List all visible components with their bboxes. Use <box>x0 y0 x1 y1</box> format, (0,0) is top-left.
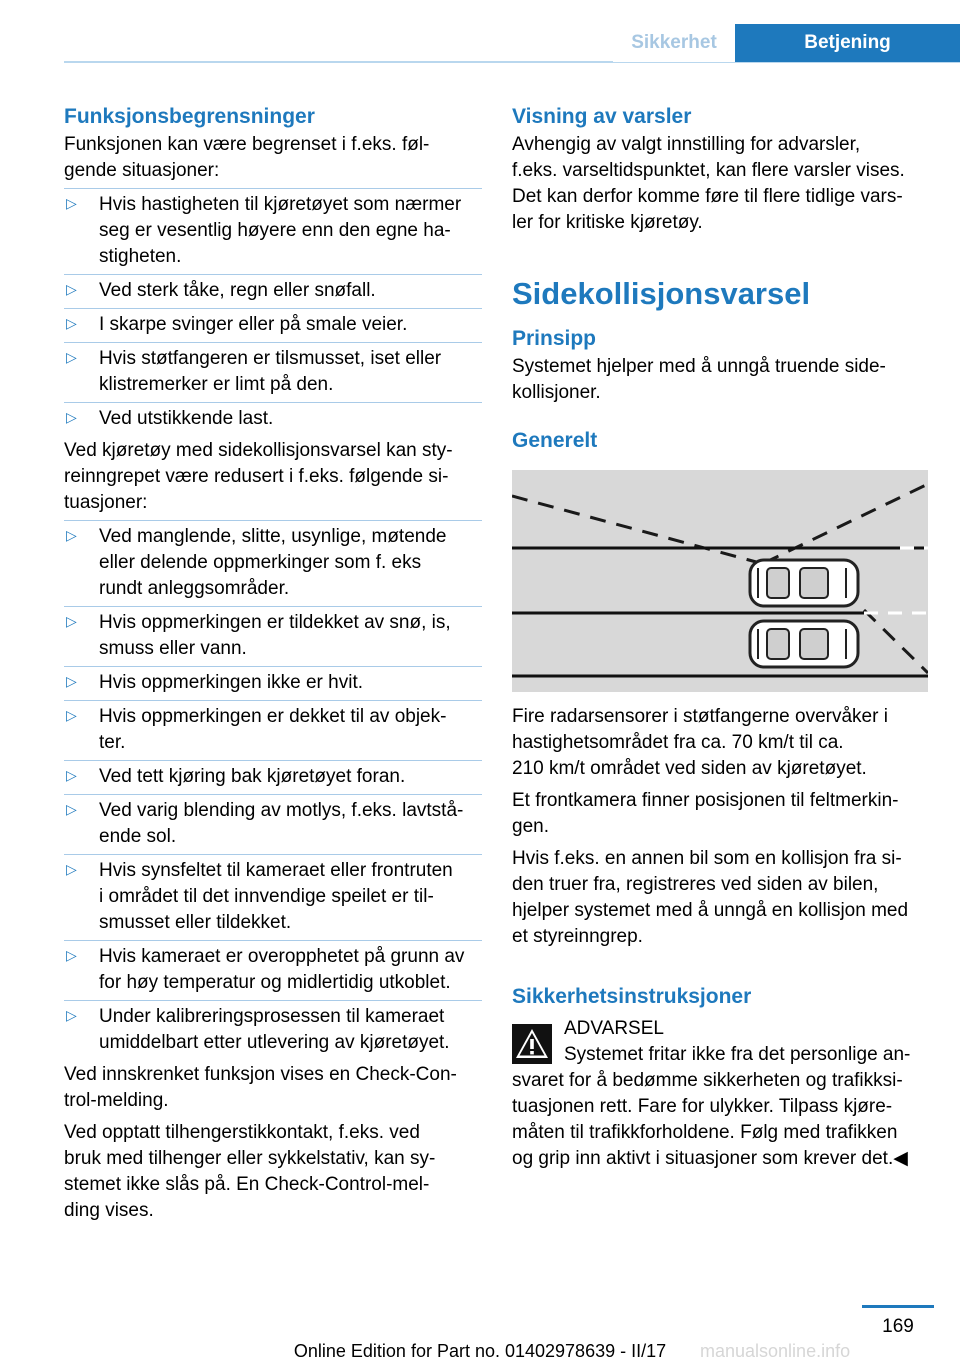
triangle-bullet-icon: ▷ <box>66 861 77 877</box>
warning-text-first-line: Systemet fritar ikke fra det personlige an- <box>564 1044 911 1065</box>
list-item-text: Ved sterk tåke, regn eller snøfall. <box>99 280 376 301</box>
paragraph-frontkamera: Et frontkamera finner posisjonen til feltmerkin- gen. <box>512 790 899 837</box>
triangle-bullet-icon: ▷ <box>66 281 77 297</box>
warning-text: svaret for å bedømme sikkerheten og trafikksi- tuasjonen rett. Fare for ulykker. Tilpass kjøre- måten til trafikkforholdene. Følg med trafikken og grip inn aktivt i situasjoner som krever det.◀ <box>512 1070 908 1169</box>
other-car-icon <box>750 621 858 667</box>
list-item <box>64 701 482 760</box>
list-item-text: Ved utstikkende last. <box>99 408 274 429</box>
list-item-text: Hvis oppmerkingen er tildekket av snø, is, smuss eller vann. <box>99 612 451 659</box>
heading-funksjonsbegrensninger: Funksjonsbegrensninger <box>64 105 315 128</box>
warning-label: ADVARSEL <box>564 1018 664 1039</box>
list-item <box>64 521 482 606</box>
right-column <box>512 100 930 1172</box>
list-item <box>64 855 482 940</box>
footer-rule <box>862 1305 934 1308</box>
paragraph-varsler: Avhengig av valgt innstilling for advarsler, f.eks. varseltidspunktet, kan flere varsler vises. Det kan derfor komme føre til flere tidlige vars- ler for kritiske kjøretøy. <box>512 134 905 233</box>
list-item <box>64 607 482 666</box>
paragraph-styreinngrep: Ved kjøretøy med sidekollisjonsvarsel kan sty- reinngrepet være redusert i f.eks. følgende si- tuasjoner: <box>64 440 453 513</box>
triangle-bullet-icon: ▷ <box>66 315 77 331</box>
list-item <box>64 667 482 700</box>
list-item-text: Hvis oppmerkingen ikke er hvit. <box>99 672 363 693</box>
page-title: Sidekollisjonsvarsel <box>512 276 811 311</box>
list-item-text: Hvis støtfangeren er tilsmusset, iset eller klistremerker er limt på den. <box>99 348 442 395</box>
paragraph-tilhenger: Ved opptatt tilhengerstikkontakt, f.eks. ved bruk med tilhenger eller sykkelstativ, kan sy- stemet ikke slås på. En Check-Control-mel- ding vises. <box>64 1122 436 1221</box>
list-item <box>64 309 482 342</box>
list-item-text: Hvis synsfeltet til kameraet eller frontruten i området til det innvendige speilet er til- smusset eller tildekket. <box>99 860 453 933</box>
triangle-bullet-icon: ▷ <box>66 947 77 963</box>
left-column <box>64 100 482 1224</box>
list-item <box>64 1001 482 1060</box>
heading-prinsipp: Prinsipp <box>512 327 597 350</box>
triangle-bullet-icon: ▷ <box>66 409 77 425</box>
list-item-text: Under kalibreringsprosessen til kameraet umiddelbart etter utlevering av kjøretøyet. <box>99 1006 450 1053</box>
triangle-bullet-icon: ▷ <box>66 349 77 365</box>
paragraph-prinsipp: Systemet hjelper med å unngå truende side- kollisjoner. <box>512 356 886 403</box>
paragraph-kollisjon: Hvis f.eks. en annen bil som en kollisjon fra si- den truer fra, registreres ved siden av bilen, hjelper systemet med å unngå en kollisjon med et styreinngrep. <box>512 848 909 947</box>
own-car-icon <box>750 560 858 606</box>
edition-note: Online Edition for Part no. 01402978639 - II/17 <box>293 1341 667 1361</box>
triangle-bullet-icon: ▷ <box>66 767 77 783</box>
heading-generelt: Generelt <box>512 429 598 452</box>
bullet-list-2 <box>64 520 482 1060</box>
page-number: 169 <box>882 1316 914 1337</box>
watermark: manualsonline.info <box>700 1341 851 1361</box>
heading-visning-av-varsler: Visning av varsler <box>512 105 692 128</box>
bullet-list-1 <box>64 188 482 436</box>
tab-sikkerhet[interactable]: Sikkerhet <box>613 24 735 62</box>
paragraph-radarsensorer: Fire radarsensorer i støtfangerne overvåker i hastighetsområdet fra ca. 70 km/t til ca. 210 km/t området ved siden av kjøretøyet. <box>512 706 888 779</box>
side-collision-diagram <box>512 470 928 692</box>
list-item <box>64 189 482 274</box>
list-item <box>64 795 482 854</box>
warning-triangle-icon <box>512 1024 552 1064</box>
warning-block <box>512 1016 930 1172</box>
triangle-bullet-icon: ▷ <box>66 527 77 543</box>
triangle-bullet-icon: ▷ <box>66 801 77 817</box>
list-item <box>64 941 482 1000</box>
intro-paragraph: Funksjonen kan være begrenset i f.eks. føl- gende situasjoner: <box>64 134 430 181</box>
triangle-bullet-icon: ▷ <box>66 195 77 211</box>
triangle-bullet-icon: ▷ <box>66 613 77 629</box>
triangle-bullet-icon: ▷ <box>66 707 77 723</box>
triangle-bullet-icon: ▷ <box>66 673 77 689</box>
list-item-text: Hvis hastigheten til kjøretøyet som nærmer seg er vesentlig høyere enn den egne ha- stigheten. <box>99 194 462 267</box>
paragraph-check-control: Ved innskrenket funksjon vises en Check-Con- trol-melding. <box>64 1064 457 1111</box>
list-item-text: Ved varig blending av motlys, f.eks. lavtstå- ende sol. <box>99 800 464 847</box>
list-item-text: Hvis kameraet er overopphetet på grunn av for høy temperatur og midlertidig utkoblet. <box>99 946 465 993</box>
heading-sikkerhetsinstruksjoner: Sikkerhetsinstruksjoner <box>512 985 752 1008</box>
triangle-bullet-icon: ▷ <box>66 1007 77 1023</box>
list-item <box>64 403 482 436</box>
list-item-text: Ved tett kjøring bak kjøretøyet foran. <box>99 766 406 787</box>
list-item <box>64 275 482 308</box>
list-item <box>64 761 482 794</box>
list-item-text: Ved manglende, slitte, usynlige, møtende eller delende oppmerkinger som f. eks rundt anleggsområder. <box>99 526 447 599</box>
list-item-text: I skarpe svinger eller på smale veier. <box>99 314 408 335</box>
list-item <box>64 343 482 402</box>
list-item-text: Hvis oppmerkingen er dekket til av objek- ter. <box>99 706 447 753</box>
road-background <box>512 470 928 692</box>
tab-betjening[interactable]: Betjening <box>735 24 960 62</box>
